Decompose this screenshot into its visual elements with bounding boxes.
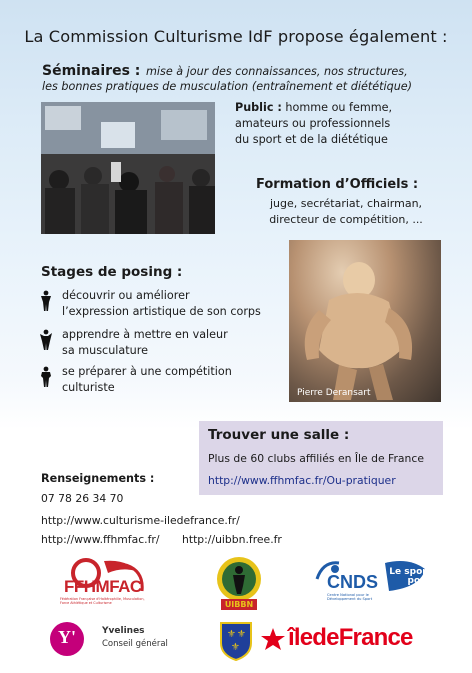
ffhmfac-logo xyxy=(56,557,150,613)
stage-line1: découvrir ou améliorer xyxy=(62,289,190,302)
link-uibbn[interactable]: http://uibbn.free.fr xyxy=(182,533,282,546)
ile-de-france-logo xyxy=(260,624,440,658)
uibbn-logo xyxy=(214,556,264,612)
stage-line2: culturiste xyxy=(62,381,115,394)
coat-of-arms-logo xyxy=(219,621,253,661)
public-block xyxy=(235,100,392,148)
public-line1: homme ou femme, xyxy=(281,101,393,114)
star-icon xyxy=(260,627,286,653)
public-line2: amateurs ou professionnels xyxy=(235,117,391,130)
formation-text xyxy=(256,196,436,228)
formation-line1: juge, secrétariat, chairman, xyxy=(269,197,423,210)
stages-title: Stages de posing : xyxy=(41,264,183,280)
bodybuilder-statue-photo xyxy=(289,240,441,402)
uibbn-wordmark: UIBBN xyxy=(224,600,254,609)
seminaires-description-line1: mise à jour des connaissances, nos structures, xyxy=(146,65,408,78)
seminaires-description-line2: les bonnes pratiques de musculation (entraînement et diététique) xyxy=(42,80,413,93)
cnds-slogan xyxy=(389,568,431,595)
find-gym-title: Trouver une salle : xyxy=(208,427,350,443)
svg-text:⚜: ⚜ xyxy=(227,629,236,640)
svg-text:⚜: ⚜ xyxy=(231,642,240,653)
stage-line1: apprendre à mettre en valeur xyxy=(62,328,228,341)
seminaires-title: Séminaires : xyxy=(42,63,141,79)
formation-title: Formation d’Officiels : xyxy=(256,177,419,192)
ffhmfac-wordmark: FFHMFAC xyxy=(64,577,142,596)
cnds-slogan-line2: pour tous xyxy=(407,576,431,595)
page-headline: La Commission Culturisme IdF propose également : xyxy=(24,27,448,46)
posing-figure-icon xyxy=(40,290,52,312)
ffhmfac-subtitle: Fédération Française d'Haltérophilie, Musculation, Force Athlétique et Culturisme xyxy=(60,597,145,606)
yvelines-mark-letter: Y' xyxy=(58,627,76,647)
stage-line1: se préparer à une compétition xyxy=(62,365,232,378)
phone-number: 07 78 26 34 70 xyxy=(41,492,124,505)
find-gym-text: Plus de 60 clubs affiliés en Île de France xyxy=(208,452,424,465)
link-ffhmfac[interactable]: http://www.ffhmfac.fr/ xyxy=(41,533,160,546)
posing-figure-icon xyxy=(40,329,52,351)
posing-figure-icon xyxy=(40,366,52,388)
yvelines-logo xyxy=(50,622,170,658)
public-label: Public : xyxy=(235,101,282,114)
formation-line2: directeur de compétition, ... xyxy=(269,213,423,226)
renseignements-title: Renseignements : xyxy=(41,472,155,485)
yvelines-subtitle: Conseil général xyxy=(102,639,168,649)
svg-text:⚜: ⚜ xyxy=(237,629,246,640)
stage-line2: sa musculature xyxy=(62,344,148,357)
cnds-logo xyxy=(313,557,433,613)
public-line3: du sport et de la diététique xyxy=(235,133,388,146)
link-culturisme-idf[interactable]: http://www.culturisme-iledefrance.fr/ xyxy=(41,514,240,527)
find-gym-link[interactable]: http://www.ffhmfac.fr/Ou-pratiquer xyxy=(208,474,396,487)
cnds-subtitle: Centre National pour le Développement du Sport xyxy=(327,593,373,602)
cnds-slogan-line1: Le sport xyxy=(389,567,431,577)
cnds-wordmark: CNDS xyxy=(327,572,379,592)
photo-caption: Pierre Deransart xyxy=(297,388,371,398)
ile-de-france-wordmark: îledeFrance xyxy=(288,624,413,651)
yvelines-name: Yvelines xyxy=(102,626,145,636)
stage-line2: l’expression artistique de son corps xyxy=(62,305,261,318)
seminar-photo xyxy=(41,102,215,234)
